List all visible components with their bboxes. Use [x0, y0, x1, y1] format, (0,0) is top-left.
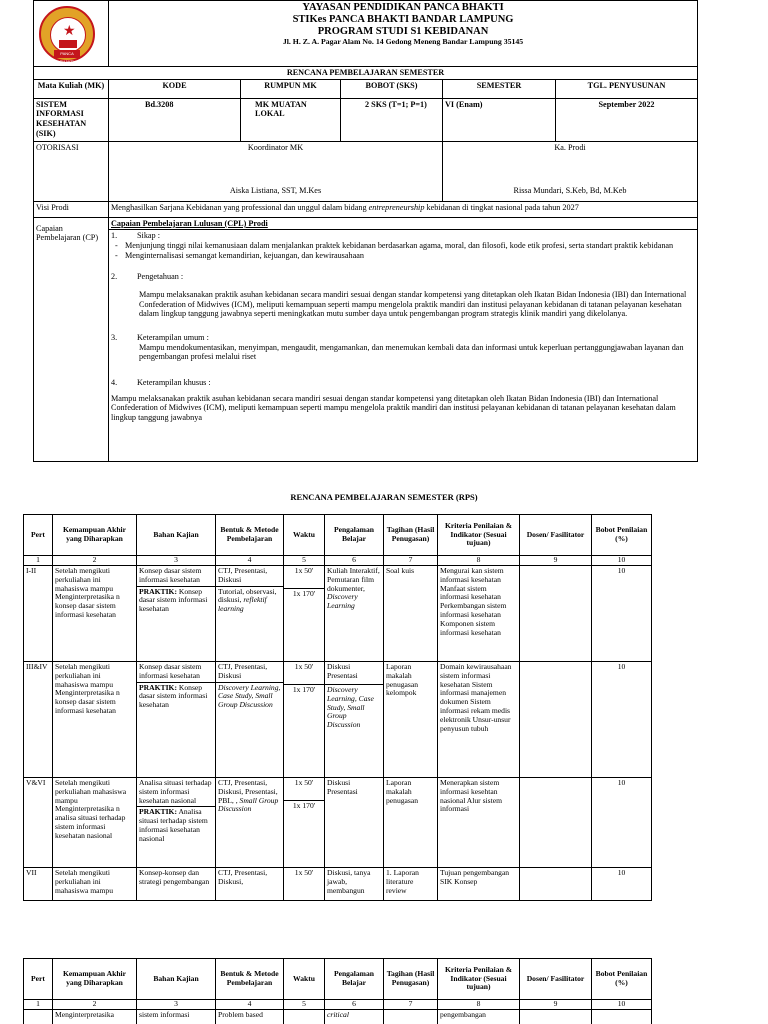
program-name: PROGRAM STUDI S1 KEBIDANAN [317, 26, 489, 38]
koordinator-name: Aiska Listiana, SST, M.Kes [229, 186, 322, 195]
col-bobot: Bobot Penilaian (%) [592, 515, 652, 556]
visi-label: Visi Prodi [34, 201, 109, 217]
table-row: I-II Setelah mengikuti perkuliahan ini mahasiswa mampu Menginterpretasika n konsep dasar sistem informasi kesehatan Konsep dasar sistem informasi kesehatan PRAKTIK: Konsep dasar sistem informasi kesehatan CTJ, Presentasi, Diskusi Tutorial, observasi, diskusi, reflektif learning 1x 50' 1x 170' Kuliah Interaktif, Pemutaran film dokumenter, Discovery Learning Soal kuis Mengurai kan sistem informasi kesehatan Manfaat sistem informasi kesehatan Perkembangan sistem informasi kesehatan Komponen sistem informasi kesehatan 10 [24, 566, 652, 662]
col-waktu: Waktu [284, 515, 325, 556]
otorisasi-label: OTORISASI [34, 141, 109, 201]
col-bahan: Bahan Kajian [137, 515, 216, 556]
kaprodi-cell [443, 141, 698, 201]
info-header-kode: KODE [109, 79, 241, 98]
logo-emblem [50, 17, 86, 53]
school-name: STIKes PANCA BHAKTI BANDAR LAMPUNG [292, 14, 514, 26]
info-header-tgl: TGL. PENYUSUNAN [556, 79, 698, 98]
rps-title: RENCANA PEMBELAJARAN SEMESTER (RPS) [290, 492, 478, 502]
rps-table [23, 514, 652, 901]
col-kriteria: Kriteria Penilaian & Indikator (Sesuai tujuan) [438, 515, 520, 556]
visi-text: Menghasilkan Sarjana Kebidanan yang professional dan unggul dalam bidang entrepreneurship kebidanan di tingkat nasional pada tahun 2027 [109, 201, 698, 217]
cp-item-sikap: 1. Sikap : - Menjunjung tinggi nilai kemanusiaan dalam menjalankan praktek kebidanan berdasarkan agama, moral, dan filosofi, kode etik profesi, serta standart praktik kebidanan - Menginternalisasi semangat kemandirian, kejuangan, dan kewirausahaan [111, 231, 695, 260]
info-header-mk: Mata Kuliah (MK) [34, 79, 109, 98]
cp-content [109, 217, 698, 461]
doc-title: RENCANA PEMBELAJARAN SEMESTER [34, 67, 698, 80]
col-dosen: Dosen/ Fasilitator [520, 515, 592, 556]
info-header-bobot: BOBOT (SKS) [341, 79, 443, 98]
rps-header-row [24, 515, 652, 556]
logo-ribbon: PANCA BHAKTI [54, 50, 80, 58]
cp-item-keterampilan-umum: 3. Keterampilan umum : Mampu mendokumentasikan, menyimpan, mengaudit, mengamankan, dan menemukan kembali data dan informasi untuk keperluan pertanggungjawaban layanan dan pengembangan profesi melalui riset [111, 333, 684, 362]
table-row: Menginterpretasika sistem informasi Problem based critical pengembangan [24, 1010, 652, 1024]
rps-number-row: 1 2 3 4 5 6 7 8 9 10 [24, 556, 652, 566]
info-value-semester: VI (Enam) [443, 98, 556, 141]
info-header-rumpun: RUMPUN MK [241, 79, 341, 98]
koordinator-label: Koordinator MK [247, 142, 304, 152]
rps-table-continued [23, 958, 652, 1024]
cpl-heading: Capaian Pembelajaran Lulusan (CPL) Prodi [109, 218, 697, 231]
institution-title-block [109, 1, 698, 67]
info-value-rumpun: MK MUATAN LOKAL [241, 98, 341, 141]
address: Jl. H. Z. A. Pagar Alam No. 14 Gedong Meneng Bandar Lampung 35145 [282, 37, 524, 47]
col-pengalaman: Pengalaman Belajar [325, 515, 384, 556]
col-pert: Pert [24, 515, 53, 556]
rps-number-row: 1 2 3 4 5 6 7 8 9 10 [24, 1000, 652, 1010]
col-kemampuan: Kemampuan Akhir yang Diharapkan [53, 515, 137, 556]
table-row: III&IV Setelah mengikuti perkuliahan ini mahasiswa mampu Menginterpretasika n konsep dasar sistem informasi kesehatan Konsep dasar sistem informasi kesehatan PRAKTIK: Konsep dasar sistem informasi kesehatan CTJ, Presentasi, Diskusi Discovery Learning, Case Study, Small Group Discussion 1x 50' 1x 170' Diskusi Presentasi Discovery Learning, Case Study, Small Group Discussion Laporan makalah penugasan kelompok Domain kewirausahaan sistem informasi kesehatan Sistem informasi manajemen dokumen Sistem informasi rekam medis elektronik Unsur-unsur penyusun tubuh 10 [24, 662, 652, 778]
cp-item-keterampilan-khusus: 4. Keterampilan khusus : Mampu melaksanakan praktik asuhan kebidanan secara mandiri sesuai dengan standar kompetensi yang ditetapkan oleh Ikatan Bidan Indonesia (IBI) dan International Confederation of Midwives (ICM), meliputi kemampuan seperti mampu mengelola praktik mandiri dan institusi pelayanan kebidanan di tatanan pelayanan kesehatan dalam lingkup tanggung jawabnya [111, 378, 676, 423]
rps-header-row: Pert Kemampuan Akhir yang Diharapkan Bahan Kajian Bentuk & Metode Pembelajaran Waktu Pengalaman Belajar Tagihan (Hasil Penugasan) Kriteria Penilaian & Indikator (Sesuai tujuan) Dosen/ Fasilitator Bobot Penilaian (%) [24, 959, 652, 1000]
info-value-tgl: September 2022 [556, 98, 698, 141]
logo-cell [34, 1, 109, 67]
kaprodi-label: Ka. Prodi [554, 142, 586, 152]
koordinator-cell [109, 141, 443, 201]
col-tagihan: Tagihan (Hasil Penugasan) [384, 515, 438, 556]
cp-item-pengetahuan: 2. Pengetahuan : Mampu melaksanakan praktik asuhan kebidanan secara mandiri sesuai dengan standar kompetensi yang ditetapkan oleh Ikatan Bidan Indonesia (IBI) dan International Confederation of Midwives (ICM), meliputi kemampuan seperti mampu mengelola praktik mandiri dan institusi pelayanan kebidanan di tatanan pelayanan kesehatan dalam lingkup tanggung jawabnya seperti meningkatkan mutu sumber daya untuk pengembangan program strategis klinik mandiri yang dikelolanya. [111, 272, 687, 319]
kaprodi-name: Rissa Mundari, S.Keb, Bd, M.Keb [513, 186, 627, 195]
table-row: V&VI Setelah mengikuti perkuliahan mahasiswa mampu Menginterpretasika n analisa situasi terhadap sistem informasi kesehatan nasional Analisa situasi terhadap sistem informasi kesehatan nasional PRAKTIK: Analisa situasi terhadap sistem informasi kesehatan nasional CTJ, Presentasi, Diskusi, Presentasi, PBL, , Small Group Discussion 1x 50' 1x 170' Diskusi Presentasi Laporan makalah penugasan Menerapkan sistem informasi kesehtan nasional Alur sistem informasi 10 [24, 778, 652, 868]
col-metode: Bentuk & Metode Pembelajaran [216, 515, 284, 556]
rps-header-table [33, 0, 698, 462]
info-value-mk: SISTEM INFORMASI KESEHATAN (SIK) [34, 98, 109, 141]
cp-label: Capaian Pembelajaran (CP) [34, 217, 109, 461]
info-header-semester: SEMESTER [443, 79, 556, 98]
institution-logo [39, 6, 95, 62]
info-value-kode: Bd.3208 [109, 98, 241, 141]
table-row: VII Setelah mengikuti perkuliahan ini mahasiswa mampu Konsep-konsep dan strategi pengembangan CTJ, Presentasi, Diskusi, 1x 50' Diskusi, tanya jawab, membangun 1. Laporan literature review Tujuan pengembangan SIK Konsep 10 [24, 868, 652, 901]
info-value-bobot: 2 SKS (T=1; P=1) [341, 98, 443, 141]
star-icon: ★ [63, 24, 76, 39]
book-icon [59, 40, 77, 48]
foundation-name: YAYASAN PENDIDIKAN PANCA BHAKTI [302, 2, 504, 13]
